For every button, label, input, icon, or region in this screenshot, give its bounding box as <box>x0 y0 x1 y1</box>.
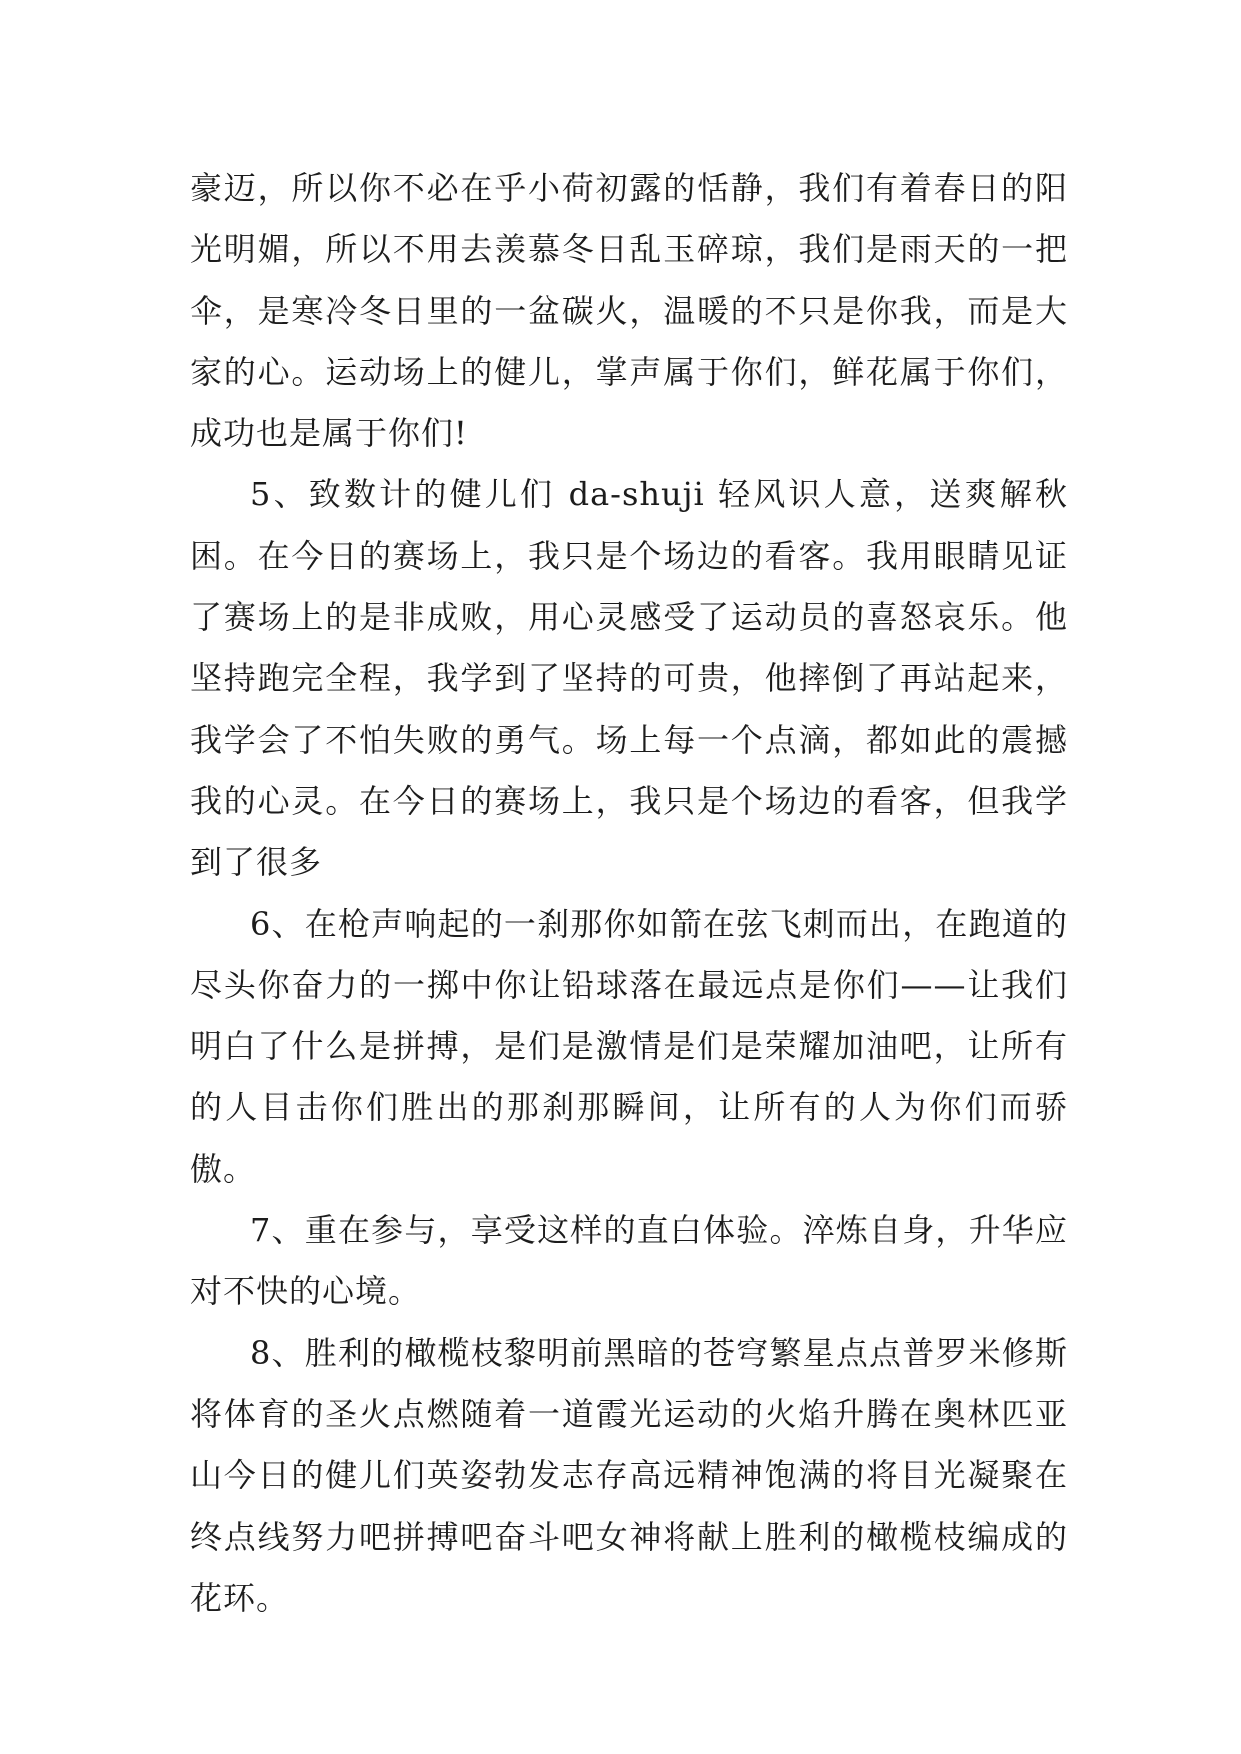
paragraph-continued: 豪迈，所以你不必在乎小荷初露的恬静，我们有着春日的阳光明媚，所以不用去羡慕冬日乱玉碎琼，我们是雨天的一把伞，是寒冷冬日里的一盆碳火，温暖的不只是你我，而是大家的心。运动场上的健儿，掌声属于你们，鲜花属于你们，成功也是属于你们! <box>190 169 1068 453</box>
paragraph-8: 8、胜利的橄榄枝黎明前黑暗的苍穹繁星点点普罗米修斯将体育的圣火点燃随着一道霞光运动的火焰升腾在奥林匹亚山今日的健儿们英姿勃发志存高远精神饱满的将目光凝聚在终点线努力吧拼搏吧奋斗吧女神将献上胜利的橄榄枝编成的花环。 <box>190 1333 1068 1617</box>
paragraph-7: 7、重在参与，享受这样的直白体验。淬炼自身，升华应对不快的心境。 <box>190 1211 1068 1311</box>
body-text <box>190 158 1068 1629</box>
paragraph-5: 5、致数计的健儿们 da-shuji 轻风识人意，送爽解秋困。在今日的赛场上，我只是个场边的看客。我用眼睛见证了赛场上的是非成败，用心灵感受了运动员的喜怒哀乐。他坚持跑完全程，我学到了坚持的可贵，他摔倒了再站起来，我学会了不怕失败的勇气。场上每一个点滴，都如此的震撼我的心灵。在今日的赛场上，我只是个场边的看客，但我学到了很多 <box>190 475 1068 882</box>
paragraph-6: 6、在枪声响起的一刹那你如箭在弦飞刺而出，在跑道的尽头你奋力的一掷中你让铅球落在最远点是你们——让我们明白了什么是拼搏，是们是激情是们是荣耀加油吧，让所有的人目击你们胜出的那刹那瞬间，让所有的人为你们而骄傲。 <box>190 904 1068 1188</box>
